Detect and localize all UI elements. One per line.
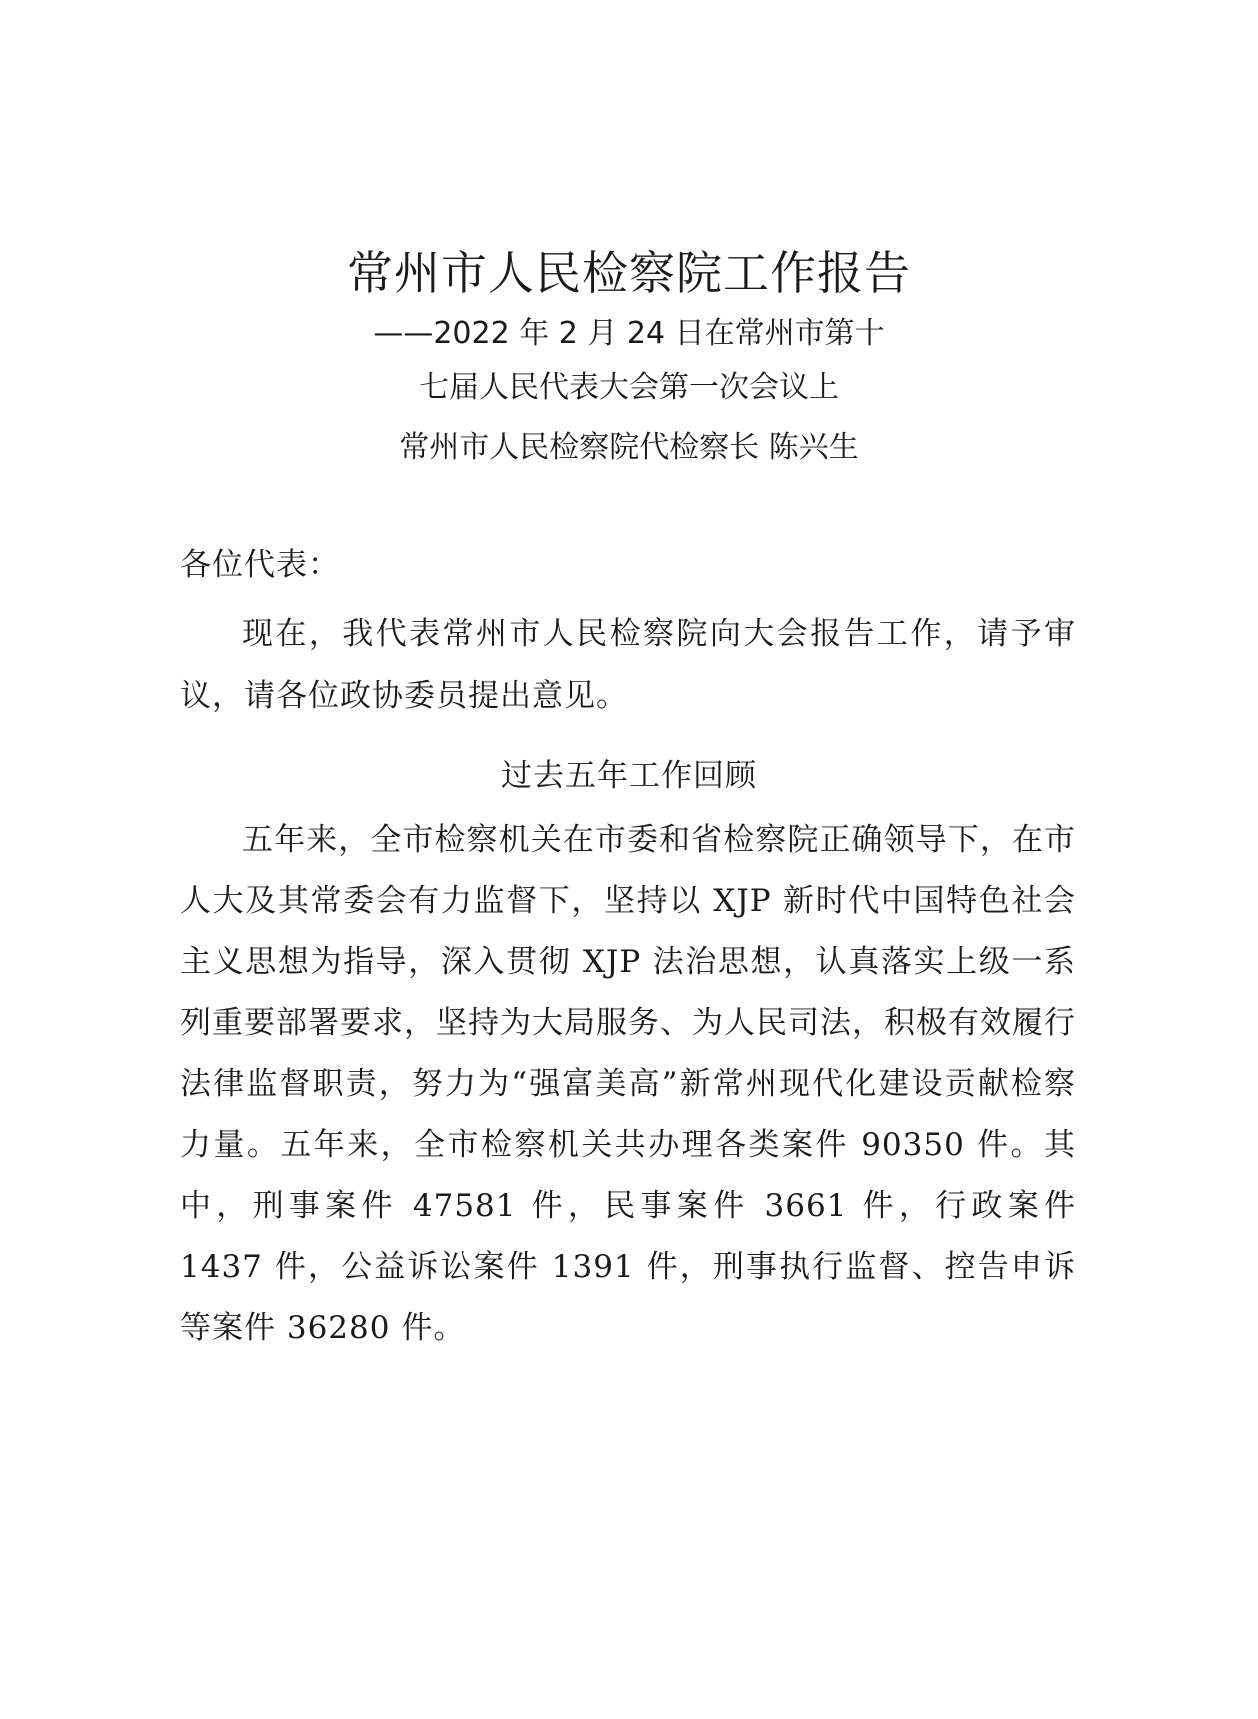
- section-heading: 过去五年工作回顾: [501, 758, 757, 794]
- report-subtitle-line2: 七届人民代表大会第一次会议上: [419, 370, 839, 405]
- report-subtitle-line1: ——2022 年 2 月 24 日在常州市第十: [373, 316, 885, 351]
- report-byline: 常州市人民检察院代检察长 陈兴生: [399, 430, 859, 465]
- salutation: 各位代表：: [180, 547, 340, 583]
- report-title: 常州市人民检察院工作报告: [347, 246, 911, 300]
- intro-paragraph: 现在，我代表常州市人民检察院向大会报告工作，请予审议，请各位政协委员提出意见。: [180, 616, 1076, 714]
- body-paragraph: 五年来，全市检察机关在市委和省检察院正确领导下，在市人大及其常委会有力监督下，坚持以 XJP 新时代中国特色社会主义思想为指导，深入贯彻 XJP 法治思想，认真落实上级一系列重要部署要求，坚持为大局服务、为人民司法，积极有效履行法律监督职责，努力为“强富美高”新常州现代化建设贡献检察力量。五年来，全市检察机关共办理各类案件 90350 件。其中，刑事案件 47581 件，民事案件 3661 件，行政案件 1437 件，公益诉讼案件 1391 件，刑事执行监督、控告申诉等案件 36280 件。: [180, 822, 1076, 1346]
